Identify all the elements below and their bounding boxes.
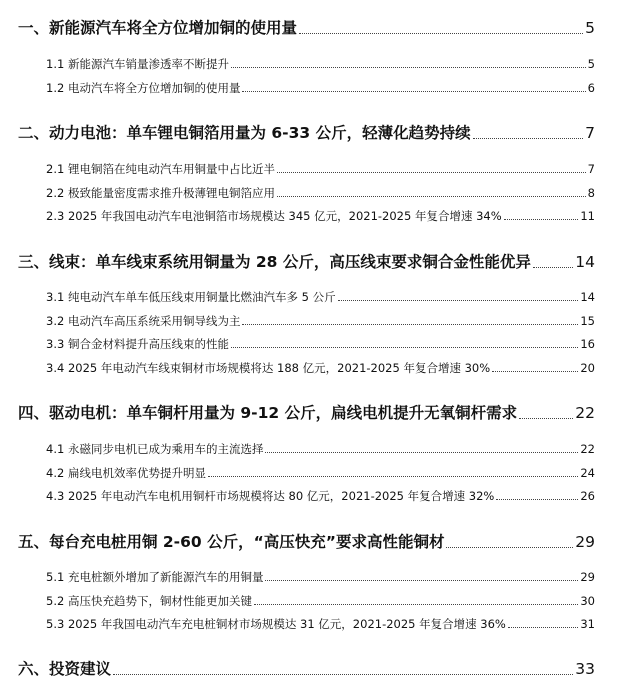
toc-title: 二、动力电池：单车锂电铜箔用量为 6-33 公斤，轻薄化趋势持续 <box>18 124 471 142</box>
toc-page-number: 15 <box>580 314 595 328</box>
toc-leader-dots <box>446 547 573 548</box>
toc-entry-2-3[interactable] <box>46 208 595 224</box>
toc-leader-dots <box>277 196 586 197</box>
toc-entry-2-1[interactable] <box>46 161 595 177</box>
toc-title: 5.1 充电桩额外增加了新能源汽车的用铜量 <box>46 570 264 584</box>
toc-page-number: 7 <box>587 162 595 176</box>
toc-page-number: 5 <box>585 19 595 37</box>
toc-heading-2[interactable] <box>18 123 595 143</box>
toc-page-number: 14 <box>575 253 595 271</box>
toc-title: 4.1 永磁同步电机已成为乘用车的主流选择 <box>46 442 264 456</box>
toc-page-number: 6 <box>587 81 595 95</box>
toc-title: 1.2 电动汽车将全方位增加铜的使用量 <box>46 81 241 95</box>
toc-entry-4-2[interactable] <box>46 465 595 481</box>
toc-leader-dots <box>299 33 583 34</box>
toc-entry-5-1[interactable] <box>46 569 595 585</box>
toc-title: 六、投资建议 <box>18 660 112 678</box>
toc-page-number: 22 <box>580 442 595 456</box>
toc-page-number: 8 <box>587 186 595 200</box>
toc-title: 4.2 扁线电机效率优势提升明显 <box>46 466 206 480</box>
toc-leader-dots <box>533 267 573 268</box>
toc-leader-dots <box>508 627 578 628</box>
toc-leader-dots <box>277 172 586 173</box>
toc-leader-dots <box>504 219 579 220</box>
toc-entry-3-4[interactable] <box>46 360 595 376</box>
toc-page-number: 16 <box>580 337 595 351</box>
toc-page-number: 30 <box>580 594 595 608</box>
toc-leader-dots <box>242 91 585 92</box>
toc-leader-dots <box>519 418 573 419</box>
toc-heading-6[interactable] <box>18 659 595 679</box>
toc-page-number: 7 <box>585 124 595 142</box>
toc-title: 2.1 锂电铜箔在纯电动汽车用铜量中占比近半 <box>46 162 275 176</box>
toc-heading-5[interactable] <box>18 532 595 552</box>
toc-title: 3.1 纯电动汽车单车低压线束用铜量比燃油汽车多 5 公斤 <box>46 290 336 304</box>
toc-entry-3-3[interactable] <box>46 336 595 352</box>
toc-entry-2-2[interactable] <box>46 185 595 201</box>
toc-heading-3[interactable] <box>18 252 595 272</box>
toc-leader-dots <box>265 580 578 581</box>
toc-title: 五、每台充电桩用铜 2-60 公斤，“高压快充”要求高性能铜材 <box>18 533 445 551</box>
toc-leader-dots <box>242 324 578 325</box>
toc-page-number: 29 <box>580 570 595 584</box>
toc-leader-dots <box>208 476 578 477</box>
toc-entry-1-1[interactable] <box>46 56 595 72</box>
toc-entry-5-3[interactable] <box>46 616 595 632</box>
toc-leader-dots <box>231 347 578 348</box>
toc-leader-dots <box>231 67 586 68</box>
toc-leader-dots <box>254 604 578 605</box>
toc-page-number: 5 <box>587 57 595 71</box>
toc-leader-dots <box>338 300 579 301</box>
toc-title: 3.2 电动汽车高压系统采用铜导线为主 <box>46 314 241 328</box>
toc-entry-3-2[interactable] <box>46 313 595 329</box>
toc-page-number: 11 <box>580 209 595 223</box>
toc-title: 四、驱动电机：单车铜杆用量为 9-12 公斤，扁线电机提升无氧铜杆需求 <box>18 404 518 422</box>
toc-page-number: 33 <box>575 660 595 678</box>
toc-title: 4.3 2025 年电动汽车电机用铜杆市场规模将达 80 亿元，2021-2025 年复合增速 32% <box>46 489 495 503</box>
toc-page-number: 22 <box>575 404 595 422</box>
toc-title: 5.2 高压快充趋势下，铜材性能更加关键 <box>46 594 252 608</box>
toc-page-number: 26 <box>580 489 595 503</box>
toc-entry-1-2[interactable] <box>46 80 595 96</box>
toc-page-number: 31 <box>580 617 595 631</box>
toc-title: 1.1 新能源汽车销量渗透率不断提升 <box>46 57 229 71</box>
toc-entry-4-3[interactable] <box>46 488 595 504</box>
toc-title: 2.2 极致能量密度需求推升极薄锂电铜箔应用 <box>46 186 275 200</box>
toc-leader-dots <box>492 371 578 372</box>
toc-leader-dots <box>265 452 578 453</box>
toc-title: 5.3 2025 年我国电动汽车充电桩铜材市场规模达 31 亿元，2021-2025 年复合增速 36% <box>46 617 506 631</box>
toc-heading-1[interactable] <box>18 18 595 38</box>
toc-entry-3-1[interactable] <box>46 289 595 305</box>
toc-leader-dots <box>496 499 578 500</box>
toc-title: 3.4 2025 年电动汽车线束铜材市场规模将达 188 亿元，2021-2025 年复合增速 30% <box>46 361 491 375</box>
toc-page-number: 24 <box>580 466 595 480</box>
toc-page-number: 14 <box>580 290 595 304</box>
toc-leader-dots <box>113 674 573 675</box>
toc-leader-dots <box>473 138 584 139</box>
toc-entry-4-1[interactable] <box>46 441 595 457</box>
toc-title: 一、新能源汽车将全方位增加铜的使用量 <box>18 19 298 37</box>
toc-page-number: 20 <box>580 361 595 375</box>
toc-entry-5-2[interactable] <box>46 593 595 609</box>
toc-heading-4[interactable] <box>18 403 595 423</box>
toc-title: 3.3 铜合金材料提升高压线束的性能 <box>46 337 229 351</box>
toc-title: 三、线束：单车线束系统用铜量为 28 公斤，高压线束要求铜合金性能优异 <box>18 253 531 271</box>
toc-page-number: 29 <box>575 533 595 551</box>
toc-title: 2.3 2025 年我国电动汽车电池铜箔市场规模达 345 亿元，2021-2025 年复合增速 34% <box>46 209 502 223</box>
